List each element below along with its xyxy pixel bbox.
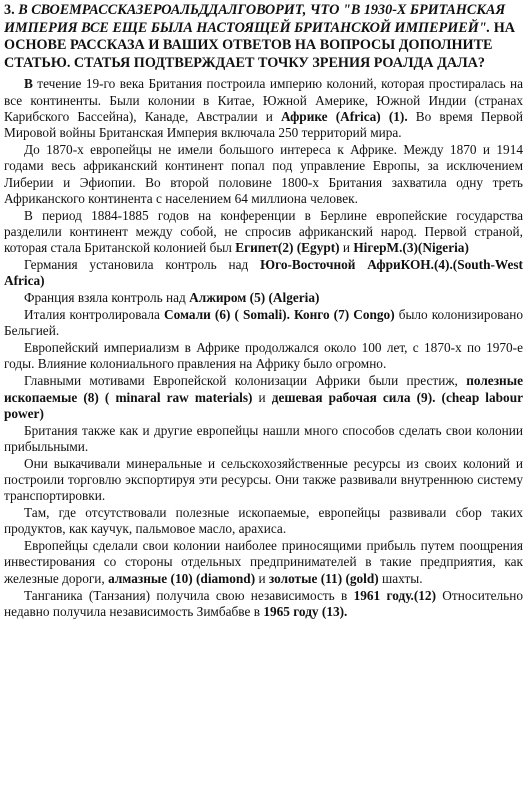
para-imperialism <box>4 340 523 373</box>
text-run: и <box>252 389 272 405</box>
text-run: До 1870-х европейцы не имели большого интереса к Африке. Между 1870 и 1914 годами весь африканский континент попал под управление Европы, за исключением Либерии и Эфиопии. Во второй половине 1800-х Британия захватила одну треть Африканского континента с населением 64 миллиона человек. <box>4 142 523 206</box>
text-run: В период 1884-1885 годов на конференции в Берлине европейские государства разделили континент между собой, не спросив африканский народ. Первой страной, которая стала Британской колонией был <box>4 207 523 256</box>
bold-answer: В <box>24 76 33 92</box>
bold-answer: Юго-Восточной АфриКОН.(4).(South-West Africa) <box>4 257 523 289</box>
bold-answer: 1961 году.(12) <box>353 587 436 603</box>
bold-answer: Алжиром (5) (Algeria) <box>189 290 320 306</box>
text-run: Относительно недавно получила независимость Зимбабве в <box>4 587 524 619</box>
text-run: шахты. <box>378 570 423 586</box>
para-resources <box>4 456 523 505</box>
bold-answer: 1965 году (13). <box>263 603 348 619</box>
para-italy <box>4 307 523 340</box>
para-investment <box>4 538 523 587</box>
text-run: Они выкачивали минеральные и сельскохозяйственные ресурсы из своих колоний и построили торговлю экспортируя эти ресурсы. Они также развивали внутреннюю систему транспортировки. <box>4 455 523 504</box>
text-run: Главными мотивами Европейской колонизации Африки были престиж, <box>24 373 467 389</box>
para-profit <box>4 423 523 456</box>
bold-answer: НігерМ.(3)(Nigeria) <box>353 240 469 256</box>
text-run: Там, где отсутствовали полезные ископаемые, европейцы развивали сбор таких продуктов, как каучук, пальмовое масло, арахиса. <box>4 505 523 537</box>
para-france <box>4 290 523 306</box>
text-run: Франция взяла контроль над <box>24 290 190 306</box>
task-heading <box>4 2 523 72</box>
bold-answer: алмазные (10) (diamond) <box>108 570 256 586</box>
para-germany <box>4 257 523 290</box>
para-1870 <box>4 142 523 207</box>
bold-answer: дешевая рабочая сила (9). (cheap labour power) <box>4 389 523 421</box>
bold-answer: Африке (Africa) (1). <box>281 108 408 124</box>
task-lead: В СВОЕМРАССКАЗЕРОАЛЬДДАЛГОВОРИТ, ЧТО "В 1930-Х БРИТАНСКАЯ ИМПЕРИЯ ВСЕ ЕЩЕ БЫЛА НАСТОЯЩЕЙ БРИТАНСКОЙ ИМПЕРИЕЙ". <box>4 2 506 36</box>
text-run: Европейцы сделали свои колонии наиболее приносящими прибыль путем поощрения инвестирования со стороны отдельных предпринимателей в такие предприятия, как железные дороги, <box>4 538 523 586</box>
para-products <box>4 505 523 538</box>
bold-answer: полезные ископаемые (8) ( minaral raw materials) <box>4 373 523 405</box>
text-run: Танганика (Танзания) получила свою независимость в <box>24 587 354 603</box>
task-number: 3. <box>4 2 15 18</box>
bold-answer: Сомали (6) ( Somali). Конго (7) Congo) <box>163 307 395 323</box>
task-instruction: НА ОСНОВЕ РАССКАЗА И ВАШИХ ОТВЕТОВ НА ВОПРОСЫ ДОПОЛНИТЕ СТАТЬЮ. СТАТЬЯ ПОДТВЕРЖДАЕТ ТОЧКУ ЗРЕНИЯ РОАЛДА ДАЛА? <box>4 19 516 71</box>
text-run: Европейский империализм в Африке продолжался около 100 лет, с 1870-х по 1970-е годы. Влияние колониального правления на Африку было огромно. <box>4 340 523 372</box>
text-run: Британия также как и другие европейцы нашли много способов сделать свои колонии прибыльными. <box>4 422 523 454</box>
text-run: течение 19-го века Британия построила империю колоний, которая простиралась на все континенты. Были колонии в Китае, Южной Америке, Южной Индии (странах Карибского Бассейна), Канаде, Австралии и <box>4 76 523 124</box>
text-run: и <box>339 240 354 256</box>
para-motives <box>4 373 523 422</box>
text-run: Германия установила контроль над <box>24 257 261 273</box>
para-independence <box>4 588 523 621</box>
article-body <box>4 76 523 620</box>
para-berlin <box>4 208 523 257</box>
para-empire <box>4 76 523 141</box>
text-run: Италия контролировала <box>24 307 164 323</box>
bold-answer: золотые (11) (gold) <box>268 570 379 586</box>
bold-answer: Египет(2) (Egypt) <box>235 240 340 256</box>
text-run: Во время Первой Мировой войны Британская Империя включала 250 территорий мира. <box>4 108 523 141</box>
text-run: и <box>255 570 269 586</box>
text-run: было колонизировано Бельгией. <box>4 307 523 339</box>
